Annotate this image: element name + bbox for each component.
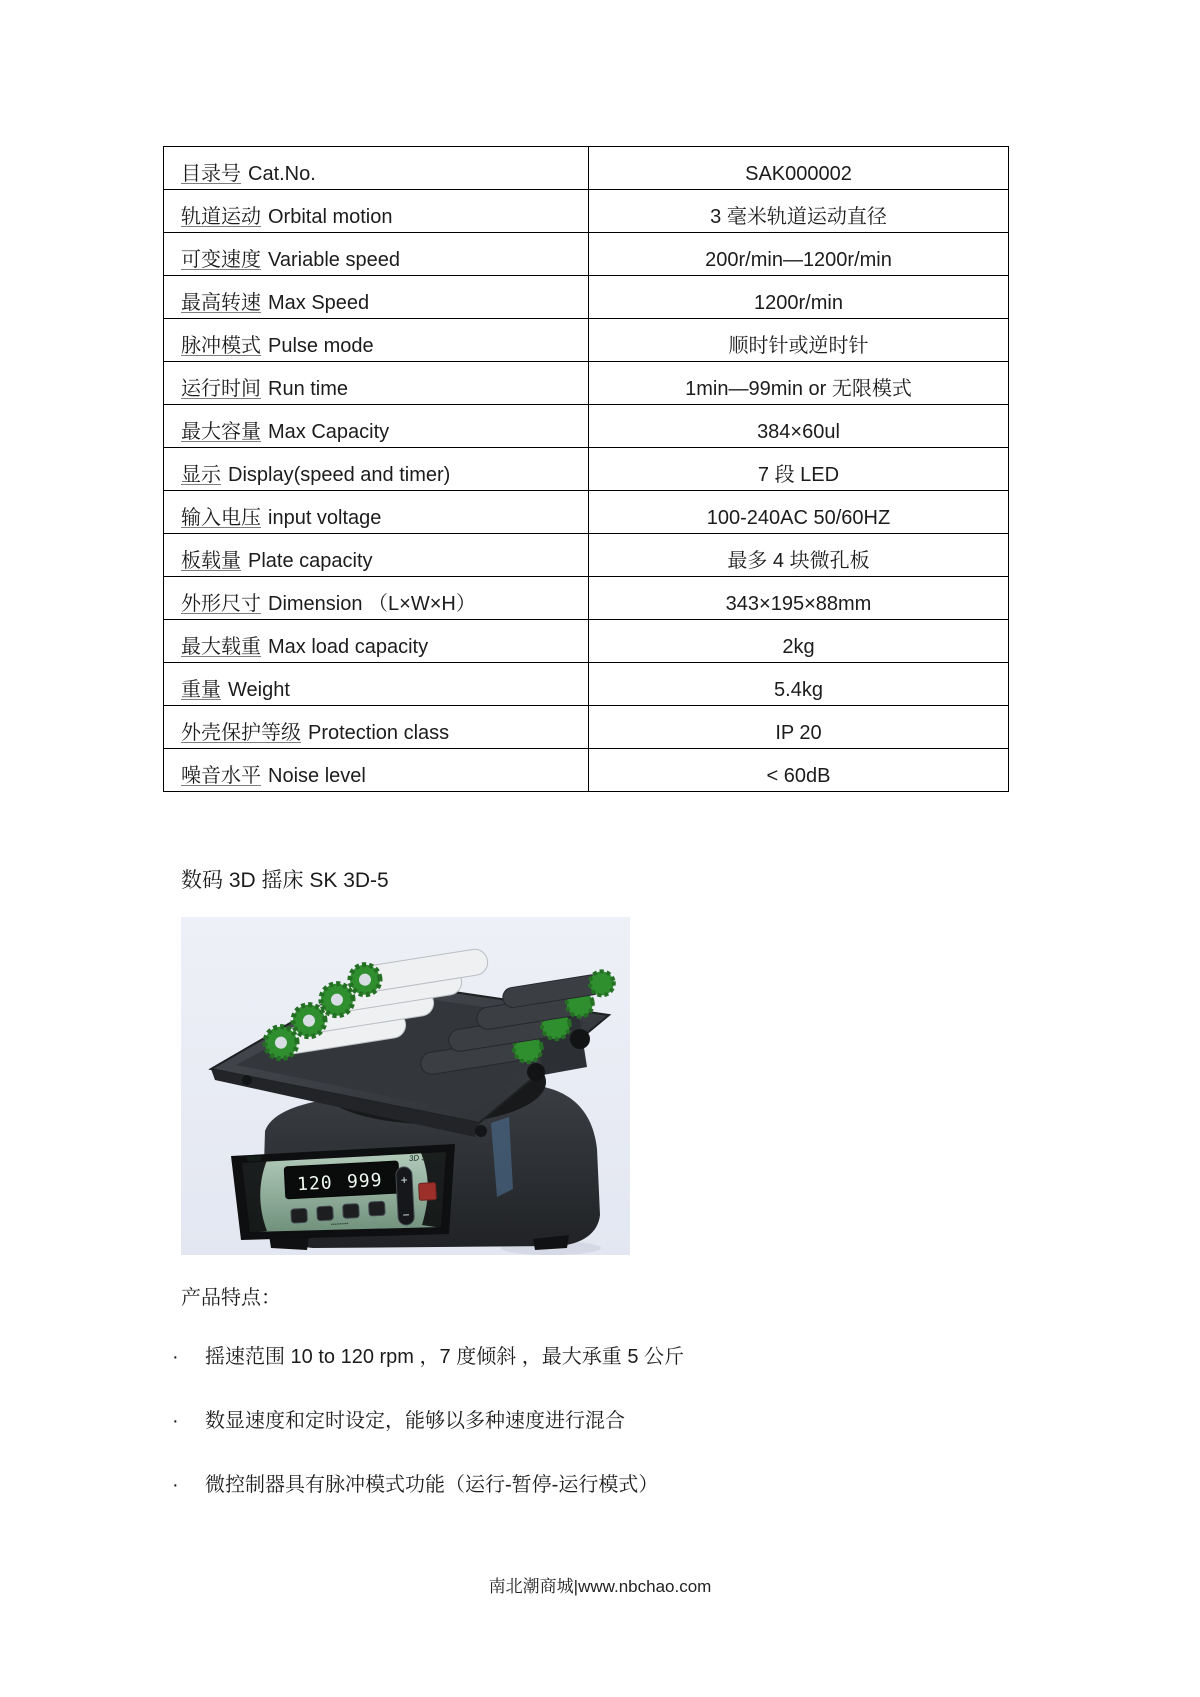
footer-site-name: 南北潮商城 (488, 1577, 574, 1596)
spec-label-zh: 可变速度 (181, 249, 261, 271)
control-panel (231, 1144, 455, 1240)
spec-label-cell (164, 405, 589, 448)
footer-url: www.nbchao.com (578, 1577, 712, 1596)
feature-text: 微控制器具有脉冲模式功能（运行-暂停-运行模式） (205, 1474, 659, 1496)
knob (527, 1063, 545, 1081)
brand-logo (247, 1156, 261, 1161)
features-title: 产品特点： (181, 1287, 281, 1309)
spec-label-en: Noise level (268, 765, 366, 787)
table-row (164, 663, 1009, 706)
spec-label-zh: 运行时间 (181, 378, 261, 400)
spec-value-cell: 3 毫米轨道运动直径 (589, 190, 1009, 233)
spec-value-cell: SAK000002 (589, 147, 1009, 190)
spec-label-en: Orbital motion (268, 206, 393, 228)
product-image (181, 917, 630, 1255)
spec-value-cell: < 60dB (589, 749, 1009, 792)
spec-label-en: Dimension （L×W×H） (268, 593, 476, 615)
spec-label-cell (164, 319, 589, 362)
spec-label-zh: 最大容量 (181, 421, 261, 443)
spec-label-zh: 最大载重 (181, 636, 261, 658)
bullet-icon: · (172, 1474, 179, 1496)
spec-table-body (164, 147, 1009, 792)
spec-label-cell (164, 534, 589, 577)
spec-label-zh: 板载量 (181, 550, 241, 572)
table-row (164, 749, 1009, 792)
spec-value-cell: 1200r/min (589, 276, 1009, 319)
spec-label-zh: 脉冲模式 (181, 335, 261, 357)
list-item (172, 1406, 1072, 1436)
spec-value-cell: 200r/min—1200r/min (589, 233, 1009, 276)
spec-label-en: Protection class (308, 722, 450, 744)
spec-label-zh: 轨道运动 (181, 206, 261, 228)
spec-label-zh: 显示 (181, 464, 221, 486)
panel-fineprint: •••••••••• (330, 1221, 349, 1228)
spec-label-en: Display(speed and timer) (228, 464, 451, 486)
spec-label-cell (164, 190, 589, 233)
spec-label-cell (164, 233, 589, 276)
plus-minus-rocker (396, 1167, 415, 1226)
spec-label-cell (164, 620, 589, 663)
spec-value-cell: 5.4kg (589, 663, 1009, 706)
spec-label-en: Variable speed (268, 249, 400, 271)
spec-label-en: Weight (228, 679, 290, 701)
table-row (164, 147, 1009, 190)
spec-label-cell (164, 362, 589, 405)
list-item (172, 1470, 1072, 1500)
section-title: 数码 3D 摇床 SK 3D-5 (181, 869, 389, 892)
spec-label-cell (164, 706, 589, 749)
table-row (164, 448, 1009, 491)
spec-label-cell (164, 448, 589, 491)
spec-label-en: Max Speed (268, 292, 370, 314)
spec-value-cell: 7 段 LED (589, 448, 1009, 491)
spec-value-cell: 最多 4 块微孔板 (589, 534, 1009, 577)
table-row (164, 534, 1009, 577)
spec-label-en: Cat.No. (248, 163, 316, 185)
spec-label-zh: 输入电压 (181, 507, 261, 529)
spec-value-cell: 100-240AC 50/60HZ (589, 491, 1009, 534)
page-footer (0, 1572, 1200, 1597)
spec-value-cell: 384×60ul (589, 405, 1009, 448)
knob (570, 1029, 590, 1049)
table-row (164, 276, 1009, 319)
spec-label-en: Max load capacity (268, 636, 429, 658)
table-row (164, 491, 1009, 534)
red-seal-button (419, 1183, 437, 1201)
table-row (164, 405, 1009, 448)
spec-value-cell: 顺时针或逆时针 (589, 319, 1009, 362)
list-item (172, 1342, 1072, 1372)
spec-label-cell (164, 663, 589, 706)
table-row (164, 233, 1009, 276)
spec-label-zh: 最高转速 (181, 292, 261, 314)
spec-value-cell: IP 20 (589, 706, 1009, 749)
spec-label-en: Max Capacity (268, 421, 390, 443)
spec-label-en: Run time (268, 378, 349, 400)
minus-icon: − (402, 1207, 410, 1223)
panel-model-label: 3D Shaker (408, 1152, 447, 1163)
spec-value-cell: 1min—99min or 无限模式 (589, 362, 1009, 405)
spec-value-cell: 2kg (589, 620, 1009, 663)
plus-icon: + (400, 1172, 409, 1188)
spec-label-cell (164, 577, 589, 620)
timer-readout: 999 (346, 1169, 384, 1193)
footer-separator: | (573, 1577, 579, 1596)
spec-label-zh: 目录号 (181, 163, 241, 185)
table-row (164, 706, 1009, 749)
spec-label-cell (164, 491, 589, 534)
table-row (164, 319, 1009, 362)
table-row (164, 577, 1009, 620)
features-list (172, 1342, 1072, 1534)
spec-label-cell (164, 147, 589, 190)
table-row (164, 362, 1009, 405)
bullet-icon: · (172, 1346, 179, 1368)
spec-label-cell (164, 276, 589, 319)
table-row (164, 620, 1009, 663)
feature-text: 摇速范围 10 to 120 rpm ，7 度倾斜 ，最大承重 5 公斤 (205, 1346, 684, 1368)
spec-label-zh: 外形尺寸 (181, 593, 261, 615)
spec-label-en: input voltage (268, 507, 382, 529)
spec-label-cell (164, 749, 589, 792)
speed-readout: 120 (296, 1172, 334, 1196)
bullet-icon: · (172, 1410, 179, 1432)
shaker-photo (181, 917, 630, 1255)
spec-label-zh: 外壳保护等级 (181, 722, 301, 744)
spec-label-zh: 重量 (181, 679, 221, 701)
spec-label-en: Pulse mode (268, 335, 374, 357)
spec-label-zh: 噪音水平 (181, 765, 261, 787)
led-display (284, 1161, 400, 1199)
spec-table (163, 146, 1009, 792)
feature-text: 数显速度和定时设定，能够以多种速度进行混合 (205, 1410, 625, 1432)
table-row (164, 190, 1009, 233)
spec-value-cell: 343×195×88mm (589, 577, 1009, 620)
spec-label-en: Plate capacity (248, 550, 373, 572)
